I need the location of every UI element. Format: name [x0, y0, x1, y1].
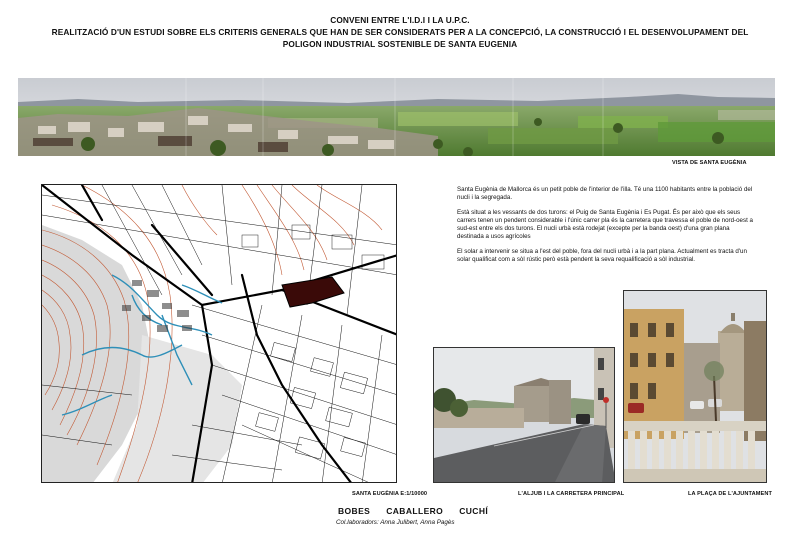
- description-paragraph-3: El solar a intervenir se situa a l'est del poble, fora del nucli urbà i a la part plana. Actualment es tracta d'un solar qualificat com a sòl rústic però està pendent la seva requalificació a sòl industrial.: [457, 248, 747, 263]
- panorama-photo: [18, 78, 775, 156]
- square-photo-caption: LA PLAÇA DE L'AJUNTAMENT: [688, 491, 773, 497]
- site-parcel: [282, 277, 344, 307]
- author-1: BOBES: [338, 506, 371, 516]
- author-3: CUCHÍ: [459, 506, 489, 516]
- header-title-line3: POLIGON INDUSTRIAL SOSTENIBLE DE SANTA EUGENIA: [282, 39, 518, 49]
- page-header: [0, 14, 800, 50]
- authors: [338, 506, 488, 516]
- description-paragraph-2: Està situat a les vessants de dos turons: el Puig de Santa Eugènia i Es Pugat. És per això que els seus carrers tenen un pendent considerable i l'únic carrer pla és la carretera que travessa el poble de nord-oest a sud-est entre els dos turons. El nucli urbà està rodejat (excepte per la banda oest) d'una gran plana destinada a usos agrícoles: [457, 209, 753, 240]
- square-photo: [623, 290, 767, 483]
- description-paragraph-1: Santa Eugènia de Mallorca és un petit poble de l'interior de l'illa. Té una 1100 habitants entre la població del nucli i la segregada.: [457, 186, 753, 201]
- author-2: CABALLERO: [386, 506, 444, 516]
- header-title-line2: REALITZACIÓ D'UN ESTUDI SOBRE ELS CRITERIS GENERALS QUE HAN DE SER CONSIDERATS PER A LA CONCEPCIÓ, LA CONSTRUCCIÓ I EL DESENVOLUPAMENT DEL: [51, 27, 749, 37]
- collaborators: Col.laboradors: Anna Julibert, Anna Pagès: [336, 519, 455, 526]
- description-text: [457, 186, 757, 271]
- road-photo-caption: L'ALJUB I LA CARRETERA PRINCIPAL: [518, 491, 625, 497]
- site-map: [41, 184, 397, 483]
- map-caption: SANTA EUGÈNIA E:1/10000: [352, 491, 428, 497]
- header-title-line1: CONVENI ENTRE L'I.D.I I LA U.P.C.: [330, 15, 470, 25]
- panorama-caption: VISTA DE SANTA EUGÈNIA: [672, 160, 747, 166]
- road-photo: [433, 347, 615, 483]
